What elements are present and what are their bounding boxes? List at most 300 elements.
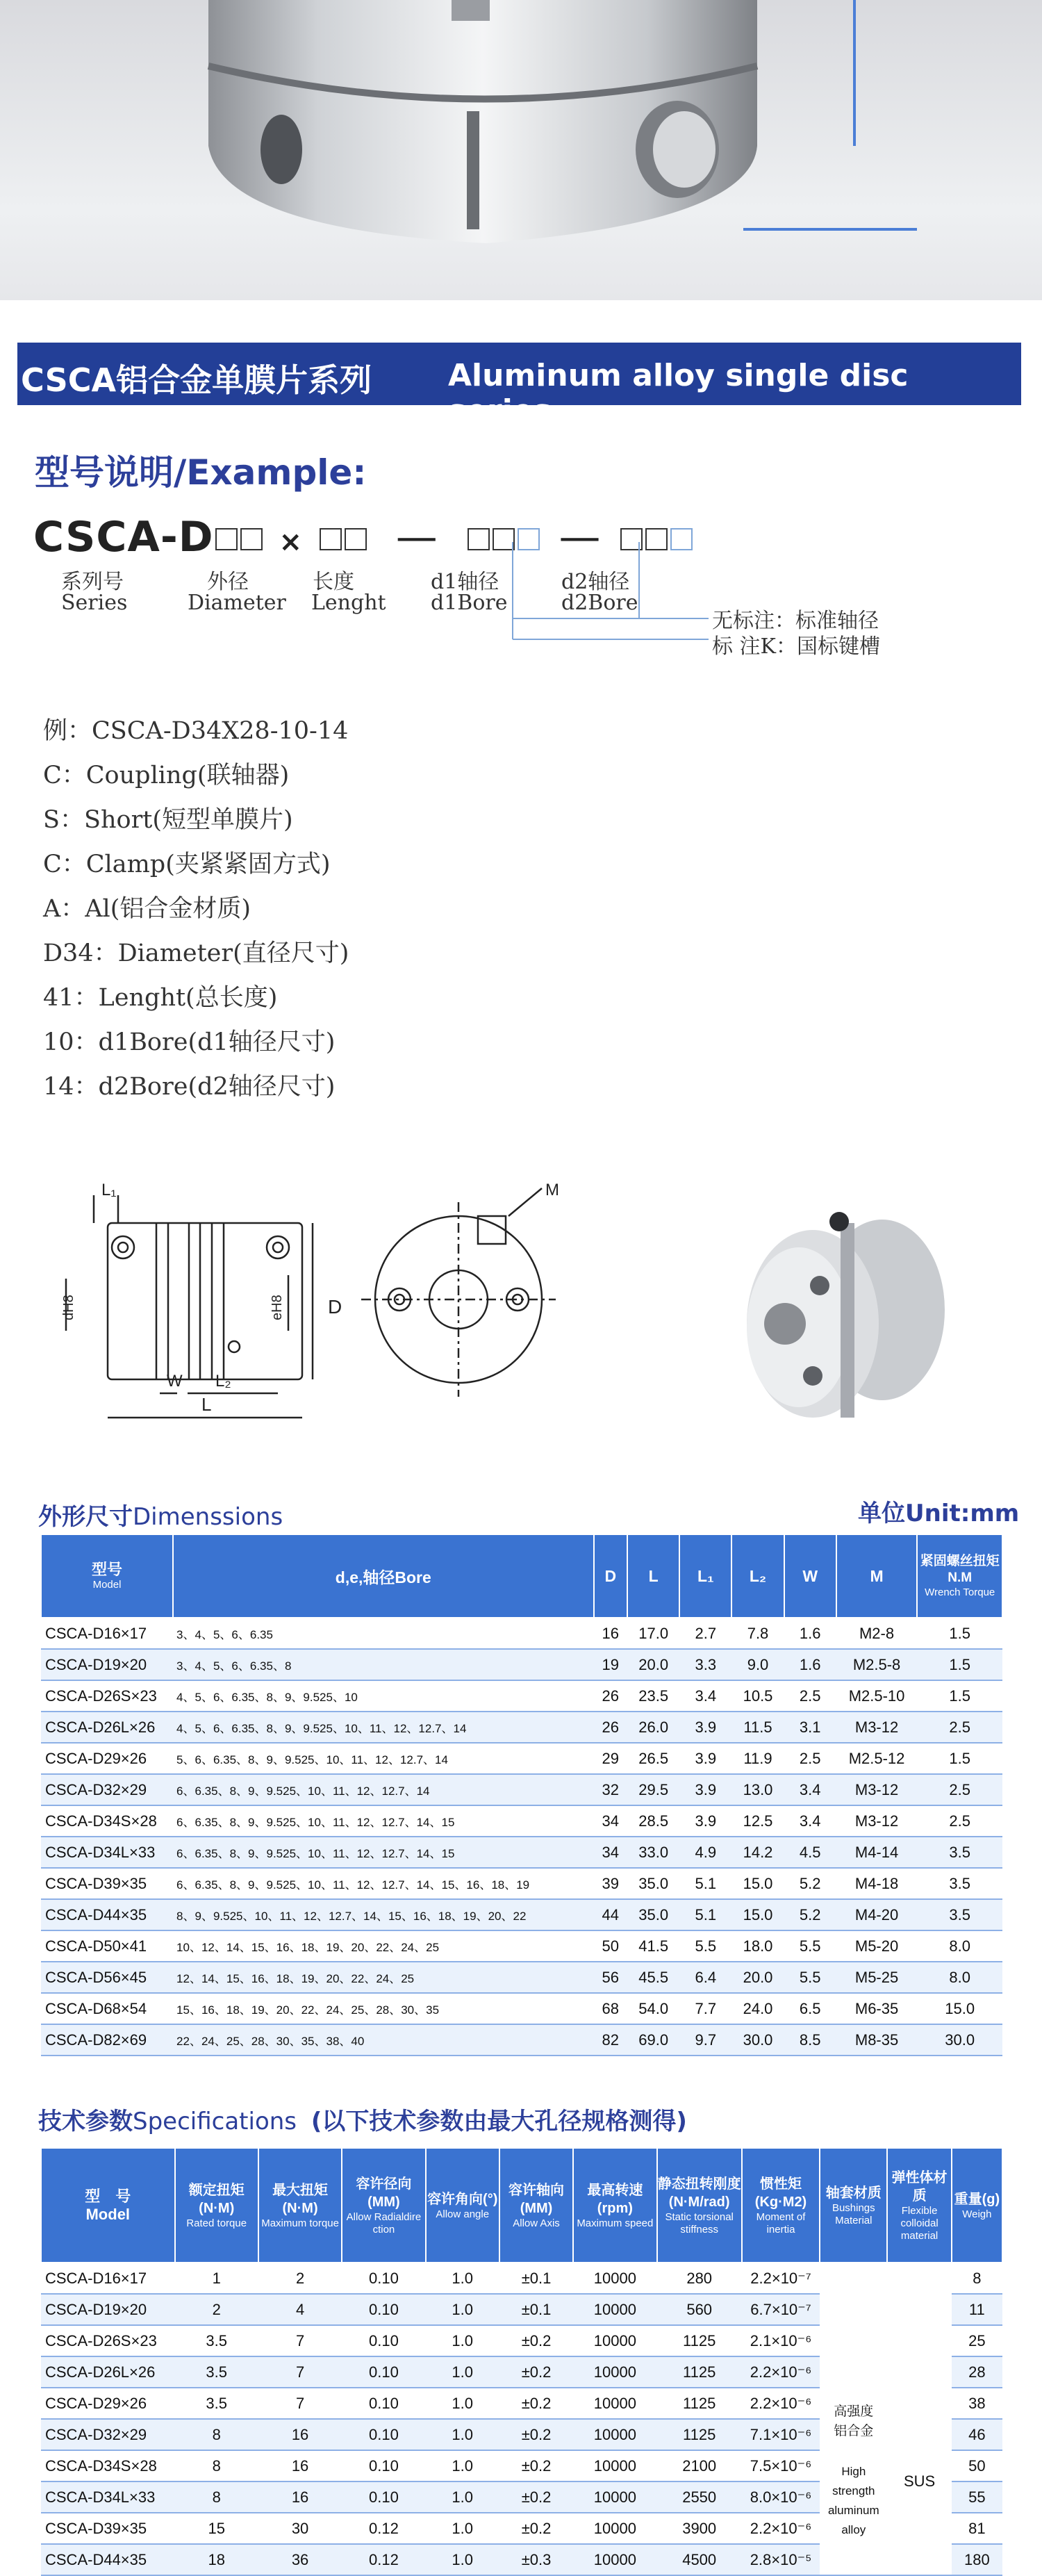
cell-model: CSCA-D32×29: [41, 1774, 173, 1805]
cell-inertia: 2.2×10⁻⁶: [742, 2388, 820, 2419]
table-row: [41, 1712, 1002, 1743]
cell-torque: 30.0: [917, 2024, 1002, 2056]
cell-d: 39: [594, 1868, 627, 1899]
example-line: 41：Lenght(总长度): [43, 984, 278, 1012]
cell-d: 34: [594, 1837, 627, 1868]
cell-torque: 1.5: [917, 1680, 1002, 1712]
cell-radial: 0.10: [342, 2481, 425, 2513]
placeholder-box: [345, 528, 367, 550]
cell-max: 36: [258, 2544, 342, 2575]
dash: —: [395, 513, 438, 561]
th-inertia-cn: 惯性矩(Kg·M2): [754, 2176, 807, 2210]
cell-max: 16: [258, 2450, 342, 2481]
cell-axis: ±0.2: [499, 2388, 573, 2419]
cell-m: M4-14: [836, 1837, 918, 1868]
cell-w: 2.5: [784, 1743, 836, 1774]
cell-model: CSCA-D82×69: [41, 2024, 173, 2056]
cell-rated: 18: [175, 2544, 258, 2575]
th-speed-en: Maximum speed: [577, 2217, 654, 2229]
cell-bore: 3、4、5、6、6.35: [173, 1618, 593, 1649]
example-line: A：Al(铝合金材质): [43, 895, 251, 923]
cell-model: CSCA-D32×29: [41, 2419, 175, 2450]
cell-l: 28.5: [627, 1805, 679, 1837]
cell-l1: 4.9: [679, 1837, 731, 1868]
cell-bore: 3、4、5、6、6.35、8: [173, 1649, 593, 1680]
cell-bore: 10、12、14、15、16、18、19、20、22、24、25: [173, 1930, 593, 1962]
cell-inertia: 2.1×10⁻⁶: [742, 2325, 820, 2356]
cell-stiffness: 1125: [657, 2388, 742, 2419]
cell-speed: 10000: [573, 2325, 656, 2356]
cell-model: CSCA-D44×35: [41, 2544, 175, 2575]
th-stiffness-cn: 静态扭转刚度(N·M/rad): [657, 2176, 741, 2210]
label-series-en: Series: [61, 591, 128, 615]
cell-m: M5-25: [836, 1962, 918, 1993]
cell-bore: 5、6、6.35、8、9、9.525、10、11、12、12.7、14: [173, 1743, 593, 1774]
cell-l2: 24.0: [731, 1993, 784, 2024]
label-l1: L₁: [101, 1181, 117, 1199]
cell-model: CSCA-D34L×33: [41, 2481, 175, 2513]
example-title: 型号说明/Example:: [35, 452, 367, 493]
cell-flex-material: SUS: [887, 2263, 951, 2575]
cell-torque: 15.0: [917, 1993, 1002, 2024]
cell-rated: 3.5: [175, 2388, 258, 2419]
cell-bore: 4、5、6、6.35、8、9、9.525、10: [173, 1680, 593, 1712]
cell-l2: 13.0: [731, 1774, 784, 1805]
cell-d: 26: [594, 1712, 627, 1743]
cell-m: M3-12: [836, 1805, 918, 1837]
cell-l1: 5.1: [679, 1899, 731, 1930]
cell-d: 32: [594, 1774, 627, 1805]
cell-model: CSCA-D16×17: [41, 2263, 175, 2294]
cell-l2: 11.9: [731, 1743, 784, 1774]
cell-l1: 6.4: [679, 1962, 731, 1993]
example-explanation-list: [43, 709, 349, 1109]
cell-w: 3.4: [784, 1805, 836, 1837]
cell-axis: ±0.1: [499, 2263, 573, 2294]
cell-radial: 0.10: [342, 2450, 425, 2481]
cell-l: 29.5: [627, 1774, 679, 1805]
th-rated: [175, 2148, 258, 2263]
cell-torque: 2.5: [917, 1774, 1002, 1805]
cell-w: 5.2: [784, 1899, 836, 1930]
cell-model: CSCA-D39×35: [41, 1868, 173, 1899]
th-flex: [887, 2148, 951, 2263]
example-line: 10：d1Bore(d1轴径尺寸): [43, 1028, 336, 1056]
th-flex-cn: 弹性体材质: [891, 2169, 948, 2204]
example-line: 例：CSCA-D34X28-10-14: [43, 717, 349, 745]
cell-model: CSCA-D29×26: [41, 1743, 173, 1774]
cell-model: CSCA-D39×35: [41, 2513, 175, 2544]
cell-radial: 0.12: [342, 2513, 425, 2544]
cell-angle: 1.0: [426, 2294, 499, 2325]
cell-m: M2-8: [836, 1618, 918, 1649]
th-angle-en: Allow angle: [436, 2208, 490, 2220]
cell-weight: 28: [952, 2356, 1002, 2388]
cell-model: CSCA-D26L×26: [41, 1712, 173, 1743]
th-stiffness: [657, 2148, 742, 2263]
technical-drawings: [42, 1174, 1014, 1452]
cell-w: 8.5: [784, 2024, 836, 2056]
cell-torque: 3.5: [917, 1837, 1002, 1868]
cell-speed: 10000: [573, 2481, 656, 2513]
table-row: [41, 1774, 1002, 1805]
cell-angle: 1.0: [426, 2544, 499, 2575]
cell-model: CSCA-D26S×23: [41, 2325, 175, 2356]
cell-torque: 8.0: [917, 1930, 1002, 1962]
cell-angle: 1.0: [426, 2325, 499, 2356]
label-l: L: [201, 1394, 212, 1415]
table-row: [41, 2024, 1002, 2056]
cell-speed: 10000: [573, 2544, 656, 2575]
cell-stiffness: 3900: [657, 2513, 742, 2544]
cell-model: CSCA-D29×26: [41, 2388, 175, 2419]
cell-axis: ±0.2: [499, 2325, 573, 2356]
cell-w: 5.2: [784, 1868, 836, 1899]
cell-l: 17.0: [627, 1618, 679, 1649]
th-radial: [342, 2148, 425, 2263]
cell-axis: ±0.2: [499, 2481, 573, 2513]
cell-max: 7: [258, 2388, 342, 2419]
cell-model: CSCA-D44×35: [41, 1899, 173, 1930]
cell-m: M2.5-10: [836, 1680, 918, 1712]
cell-bore: 4、5、6、6.35、8、9、9.525、10、11、12、12.7、14: [173, 1712, 593, 1743]
th-radial-cn: 容许径向(MM): [356, 2176, 412, 2210]
cell-l: 45.5: [627, 1962, 679, 1993]
cell-w: 5.5: [784, 1930, 836, 1962]
cell-inertia: 2.8×10⁻⁵: [742, 2544, 820, 2575]
label-eh8: eH8: [270, 1295, 285, 1320]
cell-rated: 8: [175, 2450, 258, 2481]
th-d: D: [594, 1534, 627, 1618]
cell-speed: 10000: [573, 2419, 656, 2450]
th-bore: d,e,轴径Bore: [173, 1534, 593, 1618]
cell-angle: 1.0: [426, 2513, 499, 2544]
cell-m: M6-35: [836, 1993, 918, 2024]
th-spec-model-cn: 型 号: [85, 2187, 131, 2205]
cell-axis: ±0.3: [499, 2544, 573, 2575]
label-length-cn: 长度: [313, 570, 354, 594]
label-diameter-cn: 外径: [207, 570, 249, 594]
th-bushing-cn: 轴套材质: [825, 2185, 882, 2201]
cell-w: 1.6: [784, 1618, 836, 1649]
cell-l1: 3.3: [679, 1649, 731, 1680]
th-angle-cn: 容许角向(°): [427, 2191, 498, 2207]
cell-model: CSCA-D56×45: [41, 1962, 173, 1993]
cell-l1: 2.7: [679, 1618, 731, 1649]
cell-m: M2.5-12: [836, 1743, 918, 1774]
cell-weight: 46: [952, 2419, 1002, 2450]
cell-l: 20.0: [627, 1649, 679, 1680]
cell-model: CSCA-D34L×33: [41, 1837, 173, 1868]
cell-torque: 2.5: [917, 1712, 1002, 1743]
label-d1bore-cn: d1轴径: [431, 570, 499, 594]
legend-connector-lines: [500, 542, 722, 660]
cell-w: 5.5: [784, 1962, 836, 1993]
cell-bore: 8、9、9.525、10、11、12、12.7、14、15、16、18、19、20、22: [173, 1899, 593, 1930]
cell-angle: 1.0: [426, 2481, 499, 2513]
banner-title-cn: CSCA铝合金单膜片系列: [21, 361, 372, 399]
th-max-en: Maximum torque: [261, 2217, 339, 2229]
cell-inertia: 2.2×10⁻⁶: [742, 2513, 820, 2544]
cell-axis: ±0.1: [499, 2294, 573, 2325]
table-row: [41, 1899, 1002, 1930]
label-dh8: dH8: [61, 1295, 76, 1320]
label-diameter-en: Diameter: [188, 591, 286, 615]
th-m: M: [836, 1534, 918, 1618]
cell-l2: 10.5: [731, 1680, 784, 1712]
example-line: D34：Diameter(直径尺寸): [43, 940, 349, 967]
cell-bore: 12、14、15、16、18、19、20、22、24、25: [173, 1962, 593, 1993]
cell-torque: 3.5: [917, 1868, 1002, 1899]
th-w: W: [784, 1534, 836, 1618]
cell-bore: 22、24、25、28、30、35、38、40: [173, 2024, 593, 2056]
th-spec-model: [41, 2148, 175, 2263]
table-row: [41, 1930, 1002, 1962]
th-rated-en: Rated torque: [186, 2217, 247, 2229]
cell-l: 26.5: [627, 1743, 679, 1774]
cell-bore: 6、6.35、8、9、9.525、10、11、12、12.7、14、15: [173, 1805, 593, 1837]
cell-model: CSCA-D16×17: [41, 1618, 173, 1649]
cell-inertia: 7.1×10⁻⁶: [742, 2419, 820, 2450]
th-spec-model-en: Model: [85, 2205, 131, 2223]
cell-rated: 3.5: [175, 2325, 258, 2356]
th-max-cn: 最大扭矩(N·M): [272, 2182, 329, 2216]
example-line: 14：d2Bore(d2轴径尺寸): [43, 1073, 336, 1101]
cell-speed: 10000: [573, 2294, 656, 2325]
cell-w: 2.5: [784, 1680, 836, 1712]
th-l1: L₁: [679, 1534, 731, 1618]
cell-speed: 10000: [573, 2356, 656, 2388]
cell-d: 68: [594, 1993, 627, 2024]
cell-inertia: 2.2×10⁻⁷: [742, 2263, 820, 2294]
cell-l: 33.0: [627, 1837, 679, 1868]
cell-radial: 0.10: [342, 2419, 425, 2450]
cell-model: CSCA-D19×20: [41, 1649, 173, 1680]
cell-stiffness: 1125: [657, 2325, 742, 2356]
cell-l: 69.0: [627, 2024, 679, 2056]
cell-bore: 6、6.35、8、9、9.525、10、11、12、12.7、14、15、16、18、19: [173, 1868, 593, 1899]
cell-model: CSCA-D34S×28: [41, 2450, 175, 2481]
series-banner: [17, 343, 1021, 429]
cell-l1: 5.1: [679, 1868, 731, 1899]
th-axis: [499, 2148, 573, 2263]
cell-l1: 3.9: [679, 1743, 731, 1774]
table-row: [41, 1680, 1002, 1712]
product-render: [747, 1212, 945, 1418]
cell-l2: 15.0: [731, 1899, 784, 1930]
cell-weight: 11: [952, 2294, 1002, 2325]
cell-model: CSCA-D68×54: [41, 1993, 173, 2024]
cell-l1: 7.7: [679, 1993, 731, 2024]
th-flex-en: Flexible colloidal material: [900, 2204, 938, 2242]
cell-weight: 38: [952, 2388, 1002, 2419]
th-model-en: Model: [92, 1579, 122, 1591]
cell-l2: 18.0: [731, 1930, 784, 1962]
th-model: [41, 1534, 173, 1618]
cell-model: CSCA-D26S×23: [41, 1680, 173, 1712]
th-weight-en: Weigh: [962, 2208, 992, 2220]
th-inertia-en: Moment of inertia: [756, 2210, 806, 2235]
cell-l2: 30.0: [731, 2024, 784, 2056]
cell-d: 50: [594, 1930, 627, 1962]
th-max: [258, 2148, 342, 2263]
cell-bore: 6、6.35、8、9、9.525、10、11、12、12.7、14: [173, 1774, 593, 1805]
cell-model: CSCA-D26L×26: [41, 2356, 175, 2388]
cell-model: CSCA-D34S×28: [41, 1805, 173, 1837]
th-l: L: [627, 1534, 679, 1618]
th-weight: [952, 2148, 1002, 2263]
cell-angle: 1.0: [426, 2419, 499, 2450]
th-weight-cn: 重量(g): [954, 2191, 1000, 2207]
th-axis-cn: 容许轴向(MM): [508, 2182, 565, 2216]
th-inertia: [742, 2148, 820, 2263]
th-torque-cn: 紧固螺丝扭矩N.M: [920, 1554, 1000, 1585]
cell-angle: 1.0: [426, 2263, 499, 2294]
th-speed: [573, 2148, 656, 2263]
label-d2bore-cn: d2轴径: [561, 570, 630, 594]
cell-bore: 6、6.35、8、9、9.525、10、11、12、12.7、14、15: [173, 1837, 593, 1868]
th-axis-en: Allow Axis: [513, 2217, 560, 2229]
cell-stiffness: 560: [657, 2294, 742, 2325]
cell-max: 4: [258, 2294, 342, 2325]
cell-speed: 10000: [573, 2388, 656, 2419]
cell-speed: 10000: [573, 2450, 656, 2481]
example-line: C：Clamp(夹紧紧固方式): [43, 851, 331, 878]
cell-d: 82: [594, 2024, 627, 2056]
dimensions-table: [40, 1534, 1003, 2056]
label-d: D: [328, 1296, 342, 1318]
code-prefix: CSCA-D: [33, 513, 214, 561]
cell-torque: 1.5: [917, 1743, 1002, 1774]
cell-l: 41.5: [627, 1930, 679, 1962]
table-row: [41, 1743, 1002, 1774]
cell-radial: 0.10: [342, 2388, 425, 2419]
cell-weight: 180: [952, 2544, 1002, 2575]
cell-w: 6.5: [784, 1993, 836, 2024]
cell-m: M4-18: [836, 1868, 918, 1899]
table-row: [41, 2263, 1002, 2294]
cell-angle: 1.0: [426, 2388, 499, 2419]
cell-d: 26: [594, 1680, 627, 1712]
th-rated-cn: 额定扭矩(N·M): [188, 2182, 245, 2216]
th-speed-cn: 最高转速(rpm): [587, 2182, 643, 2216]
cell-l: 35.0: [627, 1868, 679, 1899]
cell-l1: 9.7: [679, 2024, 731, 2056]
cell-weight: 81: [952, 2513, 1002, 2544]
cell-stiffness: 4500: [657, 2544, 742, 2575]
cell-max: 16: [258, 2419, 342, 2450]
dimensions-title: [38, 1498, 283, 1532]
placeholder-box: [240, 528, 263, 550]
cell-l: 35.0: [627, 1899, 679, 1930]
cell-l2: 14.2: [731, 1837, 784, 1868]
cell-bushing-material: [820, 2263, 887, 2575]
cell-rated: 2: [175, 2294, 258, 2325]
placeholder-box: [215, 528, 238, 550]
cell-m: M8-35: [836, 2024, 918, 2056]
dash: —: [559, 513, 602, 561]
cell-torque: 8.0: [917, 1962, 1002, 1993]
th-torque: [917, 1534, 1002, 1618]
cell-l1: 5.5: [679, 1930, 731, 1962]
cell-radial: 0.10: [342, 2356, 425, 2388]
legend-standard: 无标注：标准轴径: [712, 609, 879, 633]
cell-l1: 3.9: [679, 1774, 731, 1805]
placeholder-box: [320, 528, 342, 550]
cell-max: 16: [258, 2481, 342, 2513]
cell-d: 34: [594, 1805, 627, 1837]
cell-l2: 12.5: [731, 1805, 784, 1837]
front-view-drawing: [361, 1188, 556, 1397]
specs-title: [38, 2102, 687, 2136]
dimensions-title-en: Dimenssions: [133, 1503, 283, 1531]
cell-max: 2: [258, 2263, 342, 2294]
cell-stiffness: 280: [657, 2263, 742, 2294]
th-angle: [426, 2148, 499, 2263]
cell-m: M5-20: [836, 1930, 918, 1962]
cell-angle: 1.0: [426, 2356, 499, 2388]
label-series-cn: 系列号: [61, 570, 124, 594]
cell-radial: 0.10: [342, 2325, 425, 2356]
cell-bore: 15、16、18、19、20、22、24、25、28、30、35: [173, 1993, 593, 2024]
cell-max: 30: [258, 2513, 342, 2544]
cell-w: 4.5: [784, 1837, 836, 1868]
cell-max: 7: [258, 2356, 342, 2388]
cell-weight: 55: [952, 2481, 1002, 2513]
cell-rated: 8: [175, 2481, 258, 2513]
cell-m: M4-20: [836, 1899, 918, 1930]
cell-torque: 3.5: [917, 1899, 1002, 1930]
table-row: [41, 1962, 1002, 1993]
cell-stiffness: 2550: [657, 2481, 742, 2513]
bushing-en: High strength aluminum alloy: [827, 2465, 879, 2536]
specifications-table: [40, 2147, 1003, 2576]
cell-max: 7: [258, 2325, 342, 2356]
cell-l2: 11.5: [731, 1712, 784, 1743]
cell-angle: 1.0: [426, 2450, 499, 2481]
dimensions-title-cn: 外形尺寸: [38, 1503, 133, 1531]
label-w: W: [167, 1372, 183, 1390]
table-row: [41, 1649, 1002, 1680]
cell-stiffness: 2100: [657, 2450, 742, 2481]
cell-l1: 3.9: [679, 1805, 731, 1837]
th-bushing-en: Bushings Material: [832, 2201, 875, 2226]
bushing-cn: 高强度铝合金: [834, 2404, 874, 2438]
product-photo-top: [0, 0, 1042, 300]
cell-speed: 10000: [573, 2263, 656, 2294]
cell-rated: 3.5: [175, 2356, 258, 2388]
cell-radial: 0.10: [342, 2263, 425, 2294]
table-row: [41, 1868, 1002, 1899]
cell-radial: 0.12: [342, 2544, 425, 2575]
dimensions-unit: 单位Unit:mm: [858, 1500, 1020, 1527]
cell-d: 19: [594, 1649, 627, 1680]
cell-m: M2.5-8: [836, 1649, 918, 1680]
cell-l2: 7.8: [731, 1618, 784, 1649]
cell-l: 23.5: [627, 1680, 679, 1712]
cell-weight: 8: [952, 2263, 1002, 2294]
cell-torque: 1.5: [917, 1618, 1002, 1649]
th-radial-en: Allow Radialdire ction: [346, 2210, 422, 2235]
th-l2: L₂: [731, 1534, 784, 1618]
th-bushing: [820, 2148, 887, 2263]
cell-inertia: 8.0×10⁻⁶: [742, 2481, 820, 2513]
cell-axis: ±0.2: [499, 2450, 573, 2481]
cell-model: CSCA-D19×20: [41, 2294, 175, 2325]
banner-title-en: Aluminum alloy single disc series: [448, 358, 909, 429]
cell-w: 3.4: [784, 1774, 836, 1805]
th-torque-en: Wrench Torque: [925, 1586, 995, 1598]
